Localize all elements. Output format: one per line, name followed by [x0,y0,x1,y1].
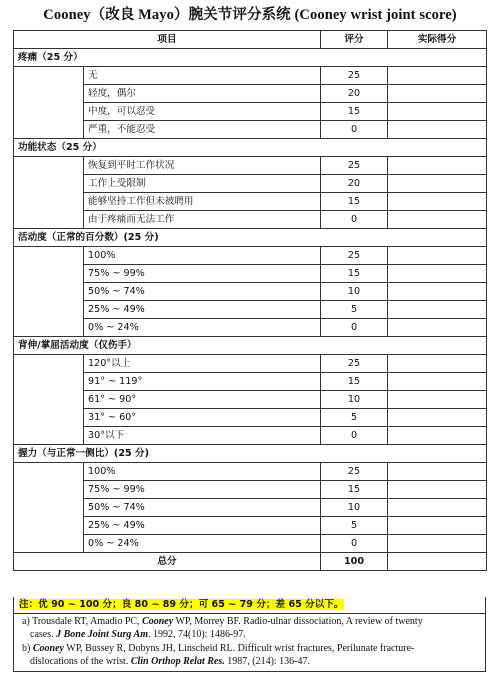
option-row [14,409,487,427]
total-actual-cell[interactable] [388,553,487,571]
option-label: 75% ~ 99% [84,265,321,283]
option-row [14,517,487,535]
actual-score-cell[interactable] [388,319,487,337]
ref-a-citation: . 1992, 74(10): 1486-97. [148,628,246,640]
option-score: 0 [321,427,388,445]
option-score: 5 [321,409,388,427]
option-row [14,211,487,229]
indent-cell [14,355,84,445]
option-row [14,193,487,211]
reference-a [14,616,485,641]
option-label: 30°以下 [84,427,321,445]
ref-b-citation: 1987, (214): 136-47. [224,655,311,667]
option-score: 15 [321,265,388,283]
indent-cell [14,247,84,337]
section-title: 握力（与正常一侧比）(25 分) [14,445,487,463]
actual-score-cell[interactable] [388,121,487,139]
option-row [14,283,487,301]
option-label: 61° ~ 90° [84,391,321,409]
grading-note-text: 注：优 90 ~ 100 分；良 80 ~ 89 分；可 65 ~ 79 分；差 65 分以下。 [19,599,344,610]
option-label: 50% ~ 74% [84,283,321,301]
option-row [14,391,487,409]
option-row [14,499,487,517]
option-row [14,535,487,553]
section-row [14,229,487,247]
option-label: 25% ~ 49% [84,517,321,535]
option-score: 10 [321,499,388,517]
option-score: 20 [321,85,388,103]
option-label: 工作上受限制 [84,175,321,193]
actual-score-cell[interactable] [388,157,487,175]
option-row [14,265,487,283]
option-label: 中度，可以忍受 [84,103,321,121]
actual-score-cell[interactable] [388,409,487,427]
option-score: 5 [321,301,388,319]
option-row [14,175,487,193]
actual-score-cell[interactable] [388,211,487,229]
option-row [14,67,487,85]
option-row [14,463,487,481]
option-label: 由于疼痛而无法工作 [84,211,321,229]
option-score: 0 [321,535,388,553]
option-label: 50% ~ 74% [84,499,321,517]
option-score: 15 [321,193,388,211]
header-item: 项目 [14,31,321,49]
indent-cell [14,463,84,553]
actual-score-cell[interactable] [388,373,487,391]
option-label: 31° ~ 60° [84,409,321,427]
ref-b-rest: WP, Bussey R, Dobyns JH, Linscheid RL. Difficult wrist fractures, Perilunate fracture- [63,643,415,654]
option-score: 15 [321,481,388,499]
actual-score-cell[interactable] [388,355,487,373]
option-row [14,301,487,319]
option-label: 严重，不能忍受 [84,121,321,139]
ref-a-author: Cooney [142,616,174,627]
option-row [14,427,487,445]
section-row [14,337,487,355]
section-title: 背伸/掌屈活动度（仅伤手） [14,337,487,355]
option-label: 100% [84,463,321,481]
option-label: 轻度，偶尔 [84,85,321,103]
reference-b [14,643,485,668]
actual-score-cell[interactable] [388,193,487,211]
actual-score-cell[interactable] [388,265,487,283]
option-score: 25 [321,463,388,481]
option-score: 10 [321,283,388,301]
option-label: 0% ~ 24% [84,535,321,553]
option-label: 91° ~ 119° [84,373,321,391]
option-score: 0 [321,211,388,229]
option-row [14,247,487,265]
indent-cell [14,67,84,139]
option-row [14,481,487,499]
actual-score-cell[interactable] [388,463,487,481]
table-body [14,49,487,553]
option-score: 15 [321,373,388,391]
option-row [14,373,487,391]
actual-score-cell[interactable] [388,175,487,193]
option-label: 100% [84,247,321,265]
ref-a-line2: cases. [30,628,57,640]
ref-b-prefix: b) [22,643,33,654]
grading-note [13,597,486,614]
actual-score-cell[interactable] [388,427,487,445]
actual-score-cell[interactable] [388,517,487,535]
ref-a-prefix: a) Trousdale RT, Amadio PC, [22,616,143,627]
header-score: 评分 [321,31,388,49]
actual-score-cell[interactable] [388,535,487,553]
total-row [14,553,487,571]
table-header-row [14,31,487,49]
ref-b-journal: Clin Orthop Relat Res. [130,655,225,667]
option-row [14,355,487,373]
option-score: 25 [321,355,388,373]
section-row [14,445,487,463]
option-label: 恢复到平时工作状况 [84,157,321,175]
option-score: 10 [321,391,388,409]
page-title: Cooney（改良 Mayo）腕关节评分系统 (Cooney wrist joint score) [43,7,457,23]
actual-score-cell[interactable] [388,499,487,517]
option-score: 0 [321,121,388,139]
option-row [14,157,487,175]
option-row [14,319,487,337]
actual-score-cell[interactable] [388,67,487,85]
ref-a-journal: J Bone Joint Surg Am [56,628,148,640]
actual-score-cell[interactable] [388,103,487,121]
option-label: 0% ~ 24% [84,319,321,337]
option-label: 120°以上 [84,355,321,373]
indent-cell [14,157,84,229]
option-row [14,103,487,121]
section-row [14,49,487,67]
option-score: 5 [321,517,388,535]
ref-b-author: Cooney [32,643,64,654]
references [13,614,486,672]
section-title: 功能状态（25 分） [14,139,487,157]
actual-score-cell[interactable] [388,301,487,319]
option-score: 20 [321,175,388,193]
option-score: 15 [321,103,388,121]
option-score: 25 [321,157,388,175]
option-label: 无 [84,67,321,85]
total-score: 100 [321,553,388,571]
score-table [13,30,487,571]
ref-b-line2: dislocations of the wrist. [30,655,131,667]
option-row [14,121,487,139]
actual-score-cell[interactable] [388,247,487,265]
actual-score-cell[interactable] [388,283,487,301]
section-row [14,139,487,157]
actual-score-cell[interactable] [388,391,487,409]
option-label: 能够坚持工作但未被聘用 [84,193,321,211]
option-score: 0 [321,319,388,337]
option-score: 25 [321,67,388,85]
section-title: 活动度（正常的百分数）(25 分) [14,229,487,247]
option-row [14,85,487,103]
option-label: 75% ~ 99% [84,481,321,499]
header-actual: 实际得分 [388,31,487,49]
total-label: 总分 [14,553,321,571]
actual-score-cell[interactable] [388,481,487,499]
section-title: 疼痛（25 分） [14,49,487,67]
option-label: 25% ~ 49% [84,301,321,319]
ref-a-rest: WP, Morrey BF. Radio-ulnar dissociation, A review of twenty [173,616,423,627]
actual-score-cell[interactable] [388,85,487,103]
option-score: 25 [321,247,388,265]
